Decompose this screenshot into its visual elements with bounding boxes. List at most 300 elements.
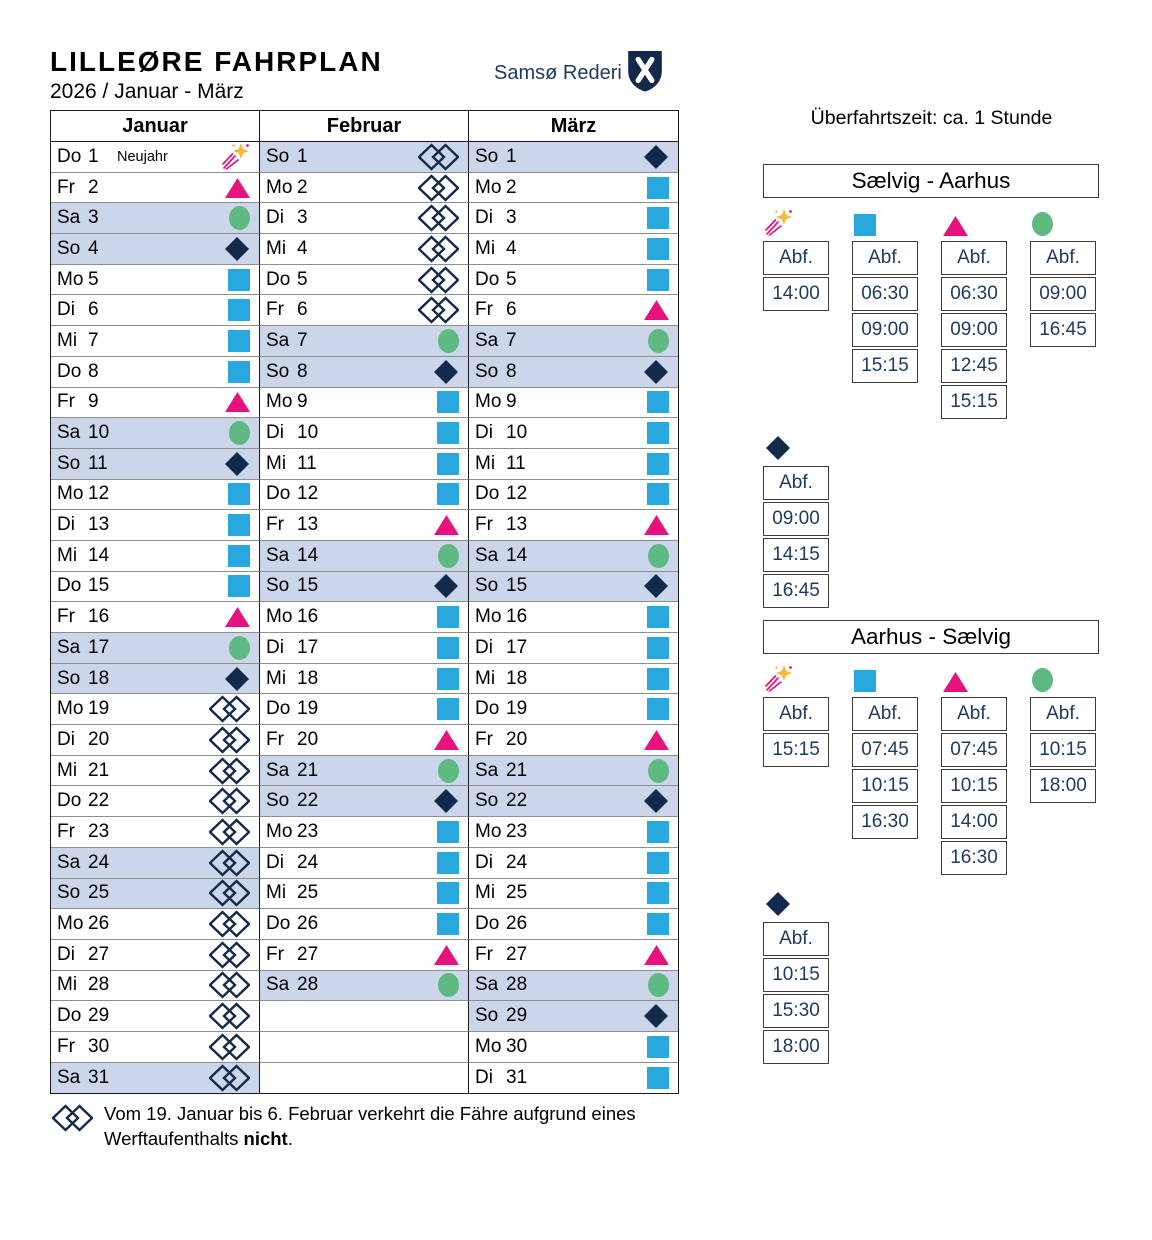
departure-time-cell: 10:15 <box>941 769 1007 803</box>
day-number: 4 <box>506 237 517 259</box>
day-abbrev: So <box>57 882 81 904</box>
triangle-icon <box>943 672 968 692</box>
calendar-day-cell <box>260 940 469 971</box>
circle-icon <box>229 636 250 660</box>
day-number: 5 <box>88 268 99 290</box>
day-number: 24 <box>297 851 319 873</box>
diamond-icon <box>765 435 791 461</box>
square-icon <box>228 299 250 321</box>
day-number: 2 <box>88 176 99 198</box>
day-number: 3 <box>88 207 99 229</box>
square-icon <box>437 391 459 413</box>
day-number: 21 <box>506 759 528 781</box>
departure-table <box>941 697 1007 877</box>
departure-column <box>1030 664 1096 877</box>
company-logo <box>494 50 663 97</box>
day-abbrev: Fr <box>266 728 284 750</box>
no-service-icon <box>209 818 250 846</box>
departure-time-cell: 16:45 <box>1030 313 1096 347</box>
calendar-day-cell <box>469 1001 678 1032</box>
day-number: 12 <box>88 483 110 505</box>
day-abbrev: Di <box>266 851 284 873</box>
square-icon <box>647 852 669 874</box>
calendar-day-cell <box>51 694 260 725</box>
calendar-day-cell <box>260 848 469 879</box>
firework-icon <box>765 665 793 692</box>
day-abbrev: Do <box>57 790 82 812</box>
departure-time-cell: 10:15 <box>763 958 829 992</box>
no-service-icon <box>209 879 250 907</box>
calendar-day-cell <box>260 295 469 326</box>
departure-table <box>763 241 829 313</box>
calendar-day-cell <box>51 940 260 971</box>
day-number: 31 <box>88 1066 110 1088</box>
day-number: 26 <box>88 913 110 935</box>
square-icon <box>647 422 669 444</box>
day-number: 15 <box>297 575 319 597</box>
departure-table <box>852 697 918 841</box>
departure-time-cell: 16:30 <box>852 805 918 839</box>
departure-time-cell: 09:00 <box>763 502 829 536</box>
departure-time-cell: 18:00 <box>763 1030 829 1064</box>
no-service-icon <box>209 1064 250 1092</box>
day-abbrev: Di <box>57 514 75 536</box>
square-icon <box>647 698 669 720</box>
day-abbrev: Sa <box>57 207 81 229</box>
calendar-day-cell <box>51 572 260 603</box>
calendar-day-cell <box>260 633 469 664</box>
calendar-day-cell <box>469 725 678 756</box>
calendar-empty-cell <box>260 1032 469 1063</box>
day-abbrev: Sa <box>266 544 290 566</box>
day-abbrev: Fr <box>57 176 75 198</box>
day-number: 3 <box>506 207 517 229</box>
calendar-day-cell <box>469 817 678 848</box>
day-number: 21 <box>88 759 110 781</box>
month-header: März <box>469 111 678 142</box>
day-number: 15 <box>88 575 110 597</box>
departure-column <box>852 208 918 421</box>
departure-header-cell: Abf. <box>852 241 918 275</box>
circle-icon <box>1032 668 1053 692</box>
calendar-day-cell <box>260 203 469 234</box>
diamond-icon <box>643 573 669 599</box>
day-abbrev: Mo <box>57 698 84 720</box>
departure-column <box>941 664 1007 877</box>
day-abbrev: Do <box>475 483 500 505</box>
departure-header-cell: Abf. <box>1030 697 1096 731</box>
no-service-icon <box>418 143 459 171</box>
calendar-day-cell <box>260 694 469 725</box>
day-abbrev: Di <box>475 422 493 444</box>
day-number: 6 <box>506 299 517 321</box>
day-abbrev: So <box>57 237 81 259</box>
day-number: 16 <box>297 606 319 628</box>
triangle-icon <box>644 300 669 320</box>
no-service-icon <box>52 1104 93 1132</box>
day-number: 17 <box>88 636 110 658</box>
calendar-day-cell <box>260 388 469 419</box>
calendar-day-cell <box>469 971 678 1002</box>
day-abbrev: So <box>57 667 81 689</box>
calendar-day-cell <box>51 295 260 326</box>
day-abbrev: Sa <box>57 1066 81 1088</box>
calendar-day-cell <box>51 756 260 787</box>
diamond-icon <box>643 359 669 385</box>
calendar-table <box>50 110 679 1094</box>
footnote <box>52 1102 692 1151</box>
triangle-icon <box>434 730 459 750</box>
day-abbrev: Di <box>266 636 284 658</box>
departure-table <box>763 697 829 769</box>
route-section <box>763 620 1103 1066</box>
day-number: 20 <box>297 728 319 750</box>
calendar-day-cell <box>260 602 469 633</box>
day-abbrev: Sa <box>266 329 290 351</box>
square-icon <box>437 453 459 475</box>
day-number: 6 <box>297 299 308 321</box>
day-abbrev: Fr <box>57 606 75 628</box>
calendar-day-cell <box>260 786 469 817</box>
day-abbrev: Mi <box>266 882 287 904</box>
calendar-day-cell <box>260 480 469 511</box>
day-abbrev: Mo <box>475 1035 502 1057</box>
day-abbrev: Mi <box>57 759 78 781</box>
day-number: 5 <box>297 268 308 290</box>
day-number: 24 <box>88 851 110 873</box>
firework-icon <box>765 209 793 236</box>
square-icon <box>647 913 669 935</box>
day-number: 13 <box>297 514 319 536</box>
day-number: 10 <box>297 422 319 444</box>
calendar-day-cell <box>469 418 678 449</box>
day-number: 8 <box>297 360 308 382</box>
departure-time-cell: 07:45 <box>941 733 1007 767</box>
day-abbrev: Di <box>57 943 75 965</box>
crossing-duration-note: Überfahrtszeit: ca. 1 Stunde <box>810 107 1053 129</box>
calendar-day-cell <box>260 817 469 848</box>
day-number: 21 <box>297 759 319 781</box>
circle-icon <box>1032 212 1053 236</box>
square-icon <box>647 1067 669 1089</box>
day-abbrev: Mo <box>475 606 502 628</box>
day-abbrev: Mi <box>475 667 496 689</box>
calendar-day-cell <box>51 234 260 265</box>
day-abbrev: Mo <box>57 913 84 935</box>
no-service-icon <box>209 1002 250 1030</box>
calendar-day-cell <box>51 879 260 910</box>
triangle-icon <box>434 515 459 535</box>
calendar-day-cell <box>469 848 678 879</box>
triangle-icon <box>225 607 250 627</box>
no-service-icon <box>209 941 250 969</box>
calendar-day-cell <box>469 510 678 541</box>
square-icon <box>647 668 669 690</box>
day-abbrev: Mi <box>475 882 496 904</box>
square-icon <box>437 637 459 659</box>
calendar-day-cell <box>260 541 469 572</box>
day-number: 22 <box>506 790 528 812</box>
day-number: 5 <box>506 268 517 290</box>
calendar-day-cell <box>51 449 260 480</box>
calendar-day-cell <box>260 449 469 480</box>
square-icon <box>228 514 250 536</box>
calendar-day-cell <box>469 295 678 326</box>
day-number: 4 <box>88 237 99 259</box>
no-service-icon <box>209 971 250 999</box>
calendar-day-cell <box>51 326 260 357</box>
square-icon <box>437 852 459 874</box>
calendar-day-cell <box>469 879 678 910</box>
day-abbrev: So <box>57 452 81 474</box>
day-abbrev: Sa <box>266 974 290 996</box>
month-header: Februar <box>260 111 469 142</box>
calendar-day-cell <box>260 971 469 1002</box>
day-abbrev: Di <box>475 851 493 873</box>
diamond-icon <box>643 144 669 170</box>
day-number: 23 <box>88 820 110 842</box>
calendar-day-cell <box>51 173 260 204</box>
calendar-day-cell <box>51 418 260 449</box>
calendar-day-cell <box>51 357 260 388</box>
calendar-day-cell <box>469 940 678 971</box>
departure-time-cell: 15:15 <box>852 349 918 383</box>
day-abbrev: So <box>266 360 290 382</box>
calendar-day-cell <box>51 786 260 817</box>
day-abbrev: Mo <box>266 606 293 628</box>
day-abbrev: Fr <box>57 1035 75 1057</box>
calendar-day-cell <box>260 265 469 296</box>
day-abbrev: So <box>266 790 290 812</box>
day-abbrev: Mi <box>57 974 78 996</box>
firework-icon <box>222 143 250 170</box>
square-icon <box>647 483 669 505</box>
day-number: 7 <box>88 329 99 351</box>
circle-icon <box>438 973 459 997</box>
day-number: 6 <box>88 299 99 321</box>
day-number: 18 <box>297 667 319 689</box>
calendar-day-cell <box>469 357 678 388</box>
month-header: Januar <box>51 111 260 142</box>
departure-time-cell: 10:15 <box>1030 733 1096 767</box>
calendar-day-cell <box>260 909 469 940</box>
square-icon <box>228 483 250 505</box>
day-number: 17 <box>297 636 319 658</box>
day-abbrev: Mi <box>475 237 496 259</box>
circle-icon <box>438 759 459 783</box>
day-number: 19 <box>88 698 110 720</box>
departure-time-cell: 14:00 <box>941 805 1007 839</box>
departure-time-cell: 15:30 <box>763 994 829 1028</box>
square-icon <box>437 483 459 505</box>
day-number: 7 <box>506 329 517 351</box>
day-number: 27 <box>506 943 528 965</box>
circle-icon <box>438 329 459 353</box>
day-number: 25 <box>297 882 319 904</box>
calendar-day-cell <box>51 388 260 419</box>
calendar-day-cell <box>469 480 678 511</box>
calendar-day-cell <box>469 756 678 787</box>
calendar-day-cell <box>469 1032 678 1063</box>
day-number: 28 <box>297 974 319 996</box>
no-service-icon <box>209 787 250 815</box>
departure-time-cell: 12:45 <box>941 349 1007 383</box>
calendar-day-cell <box>260 418 469 449</box>
circle-icon <box>229 206 250 230</box>
calendar-day-cell <box>51 510 260 541</box>
day-number: 14 <box>88 544 110 566</box>
calendar-day-cell <box>51 633 260 664</box>
day-number: 30 <box>88 1035 110 1057</box>
square-icon <box>647 1036 669 1058</box>
departure-header-cell: Abf. <box>1030 241 1096 275</box>
day-number: 8 <box>506 360 517 382</box>
day-abbrev: Mo <box>266 176 293 198</box>
departure-time-cell: 09:00 <box>852 313 918 347</box>
day-number: 1 <box>297 145 308 167</box>
calendar-day-cell <box>51 203 260 234</box>
calendar-empty-cell <box>260 1001 469 1032</box>
calendar-day-cell <box>260 142 469 173</box>
calendar-day-cell <box>260 664 469 695</box>
day-number: 29 <box>88 1005 110 1027</box>
day-abbrev: Do <box>57 145 82 167</box>
square-icon <box>228 545 250 567</box>
calendar-day-cell <box>260 173 469 204</box>
departure-time-cell: 06:30 <box>941 277 1007 311</box>
day-abbrev: Di <box>475 1066 493 1088</box>
calendar-day-cell <box>51 1032 260 1063</box>
circle-icon <box>648 544 669 568</box>
day-abbrev: Fr <box>475 728 493 750</box>
departure-table <box>1030 241 1096 349</box>
calendar-day-cell <box>469 234 678 265</box>
square-icon <box>228 361 250 383</box>
day-number: 22 <box>297 790 319 812</box>
diamond-icon <box>765 891 791 917</box>
calendar-day-cell <box>469 633 678 664</box>
day-abbrev: Fr <box>475 514 493 536</box>
day-abbrev: Do <box>475 913 500 935</box>
departure-time-cell: 15:15 <box>763 733 829 767</box>
departure-header-cell: Abf. <box>941 697 1007 731</box>
no-service-icon <box>418 296 459 324</box>
calendar-day-cell <box>469 694 678 725</box>
page-title: LILLEØRE FAHRPLAN <box>50 46 383 77</box>
footnote-text: Vom 19. Januar bis 6. Februar verkehrt die Fähre aufgrund eines Werftaufenthalts nicht. <box>104 1103 636 1149</box>
day-abbrev: Do <box>475 698 500 720</box>
square-icon <box>228 330 250 352</box>
day-abbrev: Do <box>266 913 291 935</box>
calendar-day-cell <box>51 541 260 572</box>
departure-column <box>763 433 1103 610</box>
day-number: 11 <box>88 452 108 474</box>
departure-time-cell: 18:00 <box>1030 769 1096 803</box>
day-abbrev: So <box>266 145 290 167</box>
departure-time-cell: 14:15 <box>763 538 829 572</box>
departure-header-cell: Abf. <box>763 697 829 731</box>
departure-header-cell: Abf. <box>763 466 829 500</box>
no-service-icon <box>418 204 459 232</box>
calendar-day-cell <box>51 602 260 633</box>
day-abbrev: Sa <box>475 544 499 566</box>
day-abbrev: Fr <box>475 299 493 321</box>
square-icon <box>228 575 250 597</box>
day-number: 8 <box>88 360 99 382</box>
square-icon <box>647 391 669 413</box>
triangle-icon <box>943 216 968 236</box>
day-abbrev: Mo <box>475 820 502 842</box>
departure-header-cell: Abf. <box>852 697 918 731</box>
departure-time-cell: 07:45 <box>852 733 918 767</box>
day-abbrev: Mi <box>57 544 78 566</box>
day-number: 16 <box>88 606 110 628</box>
no-service-icon <box>209 1033 250 1061</box>
departure-time-cell: 10:15 <box>852 769 918 803</box>
calendar-day-cell <box>469 326 678 357</box>
no-service-icon <box>209 757 250 785</box>
day-abbrev: Di <box>57 728 75 750</box>
calendar-day-cell <box>51 909 260 940</box>
calendar-day-cell <box>51 664 260 695</box>
circle-icon <box>229 421 250 445</box>
calendar-day-cell <box>469 786 678 817</box>
square-icon <box>647 453 669 475</box>
day-abbrev: Di <box>266 422 284 444</box>
day-number: 25 <box>506 882 528 904</box>
day-number: 2 <box>506 176 517 198</box>
square-icon <box>437 913 459 935</box>
no-service-icon <box>418 174 459 202</box>
day-abbrev: So <box>475 145 499 167</box>
square-icon <box>647 238 669 260</box>
square-icon <box>854 214 876 236</box>
day-abbrev: Do <box>57 1005 82 1027</box>
calendar-day-cell <box>260 234 469 265</box>
day-abbrev: So <box>475 575 499 597</box>
day-number: 30 <box>506 1035 528 1057</box>
calendar-day-cell <box>51 725 260 756</box>
day-abbrev: Sa <box>475 329 499 351</box>
day-abbrev: Fr <box>475 943 493 965</box>
calendar-day-cell <box>51 1063 260 1094</box>
departure-header-cell: Abf. <box>763 241 829 275</box>
day-number: 26 <box>297 913 319 935</box>
day-abbrev: Mo <box>266 391 293 413</box>
day-abbrev: Sa <box>57 422 81 444</box>
day-abbrev: Mi <box>57 329 78 351</box>
circle-icon <box>648 759 669 783</box>
calendar-day-cell <box>51 971 260 1002</box>
day-number: 9 <box>506 391 517 413</box>
calendar-day-cell <box>51 1001 260 1032</box>
departure-table <box>1030 697 1096 805</box>
day-number: 7 <box>297 329 308 351</box>
square-icon <box>854 670 876 692</box>
day-abbrev: Mo <box>57 268 84 290</box>
calendar-day-cell <box>469 909 678 940</box>
day-abbrev: So <box>475 790 499 812</box>
triangle-icon <box>434 945 459 965</box>
no-service-icon <box>418 235 459 263</box>
holiday-note: Neujahr <box>117 148 168 165</box>
day-number: 28 <box>88 974 110 996</box>
day-abbrev: Mo <box>475 176 502 198</box>
day-number: 14 <box>297 544 319 566</box>
square-icon <box>647 821 669 843</box>
departure-time-cell: 15:15 <box>941 385 1007 419</box>
day-abbrev: Mi <box>475 452 496 474</box>
